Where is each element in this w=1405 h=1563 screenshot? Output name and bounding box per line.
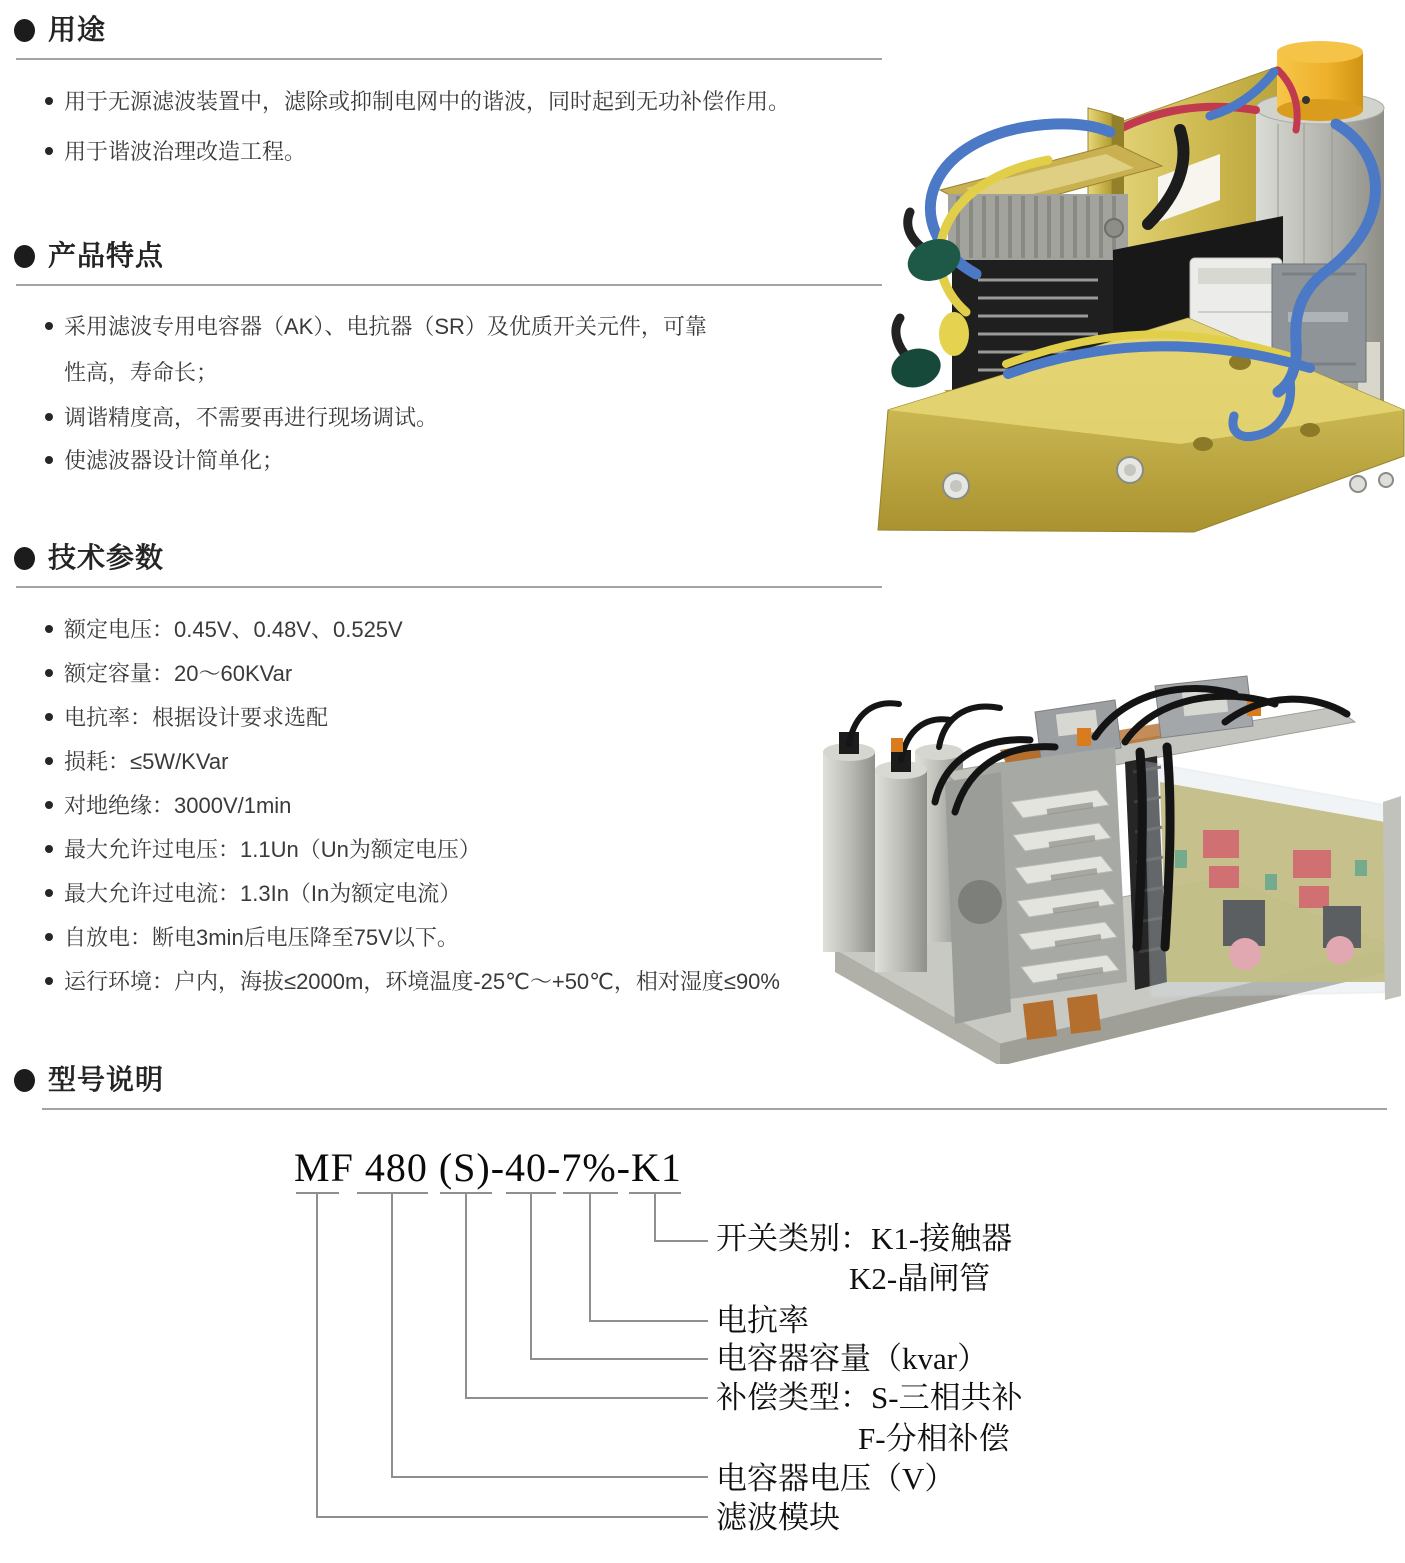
section-params-header [14, 542, 1405, 574]
bullet-icon [45, 322, 53, 330]
bullet-icon [45, 97, 53, 105]
list-item-text: 额定容量：20～60KVar [64, 661, 293, 686]
section-bullet-icon [14, 547, 35, 570]
list-item-text: 使滤波器设计简单化； [64, 448, 285, 473]
model-label-compensation-2: F-分相补偿 [858, 1421, 1010, 1456]
section-divider [16, 58, 882, 60]
section-model-header [14, 1064, 1405, 1096]
list-item-text: 对地绝缘：3000V/1min [64, 793, 292, 818]
section-bullet-icon [14, 1069, 35, 1092]
model-connector-lines [280, 1180, 730, 1540]
list-item-text: 最大允许过电压：1.1Un（Un为额定电压） [64, 837, 481, 862]
list-item-text: 损耗：≤5W/KVar [64, 749, 229, 774]
model-label-capacity: 电容器容量（kvar） [716, 1341, 989, 1376]
bullet-icon [45, 801, 53, 809]
bullet-icon [45, 757, 53, 765]
section-divider [16, 284, 882, 286]
thyristor-boards [1145, 762, 1401, 1000]
model-code: MF 480 (S)-40-7%-K1 [294, 1145, 682, 1190]
bullet-icon [45, 669, 53, 677]
bullet-icon [45, 413, 53, 421]
section-divider [42, 1108, 1387, 1110]
bullet-icon [45, 845, 53, 853]
list-item-text: 自放电：断电3min后电压降至75V以下。 [64, 925, 459, 950]
list-item-text: 最大允许过电流：1.3In（In为额定电流） [64, 881, 462, 906]
bullet-icon [45, 456, 53, 464]
section-params-title: 技术参数 [48, 542, 165, 573]
list-item-text: 电抗率：根据设计要求选配 [64, 705, 329, 730]
section-features-title: 产品特点 [48, 240, 165, 271]
list-item-text: 采用滤波专用电容器（AK）、电抗器（SR）及优质开关元件，可靠性高，寿命长； [64, 314, 707, 385]
list-item-text: 用于无源滤波装置中，滤除或抑制电网中的谐波，同时起到无功补偿作用。 [64, 89, 791, 114]
model-label-switch-type: 开关类别：K1-接触器 [716, 1221, 1013, 1256]
model-label-module: 滤波模块 [716, 1500, 840, 1535]
list-item-text: 额定电压：0.45V、0.48V、0.525V [64, 617, 403, 642]
list-item-text: 调谐精度高，不需要再进行现场调试。 [64, 405, 439, 430]
section-bullet-icon [14, 19, 35, 42]
list-item [45, 614, 1405, 645]
section-model-title: 型号说明 [48, 1064, 165, 1095]
list-item-text: 运行环境：户内，海拔≤2000m，环境温度-25℃～+50℃，相对湿度≤90% [64, 969, 780, 994]
bullet-icon [45, 147, 53, 155]
bullet-icon [45, 977, 53, 985]
section-usage-title: 用途 [48, 14, 107, 45]
bullet-icon [45, 889, 53, 897]
model-label-switch-type-2: K2-晶闸管 [849, 1261, 991, 1296]
section-model [0, 1064, 1405, 1110]
section-divider [16, 586, 882, 588]
model-label-reactance-rate: 电抗率 [716, 1303, 809, 1338]
model-label-voltage: 电容器电压（V） [716, 1461, 956, 1496]
bullet-icon [45, 933, 53, 941]
product-photo-bottom [795, 652, 1405, 1064]
product-photo-top [858, 12, 1405, 542]
bullet-icon [45, 713, 53, 721]
list-item-text: 用于谐波治理改造工程。 [64, 139, 307, 164]
model-label-compensation: 补偿类型：S-三相共补 [716, 1380, 1023, 1415]
bullet-icon [45, 625, 53, 633]
section-bullet-icon [14, 245, 35, 268]
